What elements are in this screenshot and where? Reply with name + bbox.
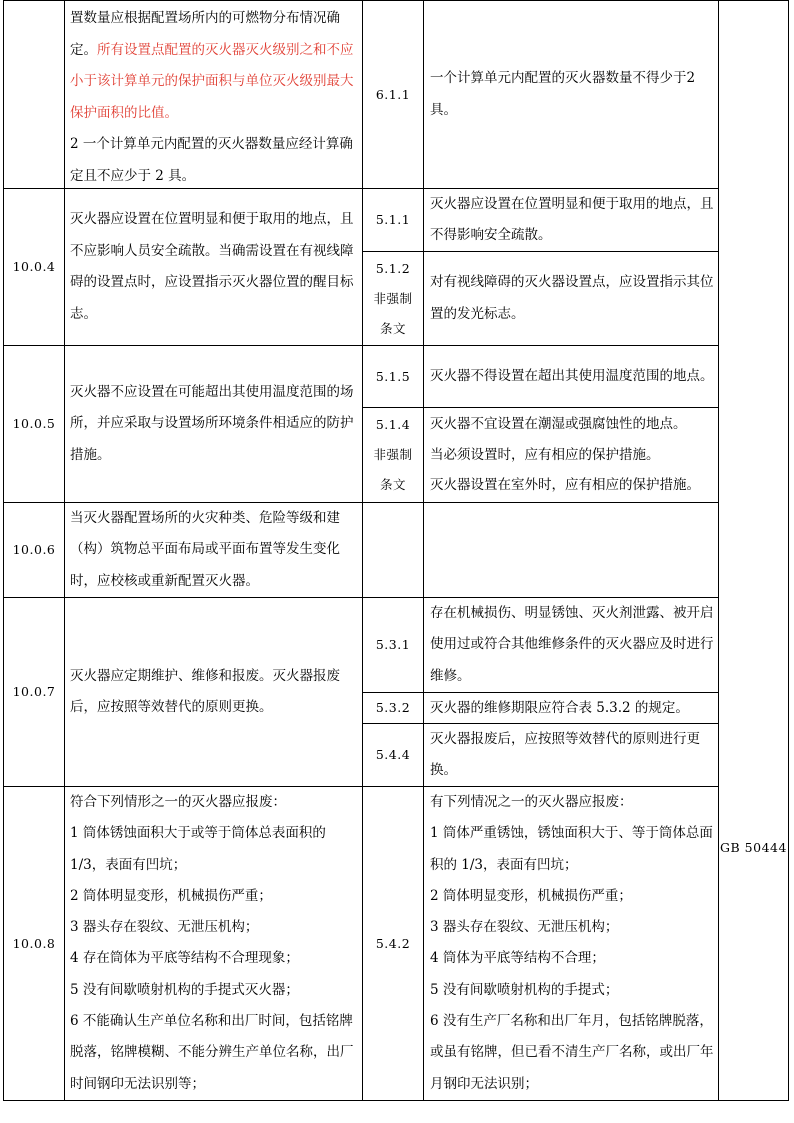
right-text-line: 4 筒体为平底等结构不合理；: [430, 950, 605, 967]
right-text-line: 1 筒体严重锈蚀，锈蚀面积大于、等于筒体总面积的 1/3，表面有凹坑；: [430, 825, 713, 873]
left-cell: [70, 787, 360, 1100]
left-cell: [70, 189, 358, 345]
right-text-line: 6 没有生产厂名称和出厂年月，包括铭牌脱落，或虽有铭牌，但已看不清生产厂名称，或出厂年月钢印无法识别；: [430, 1013, 714, 1092]
sub-code: 5.1.5: [375, 368, 411, 384]
left-cell: [70, 503, 358, 597]
left-text-line: 4 存在筒体为平底等结构不合理现象；: [70, 950, 299, 967]
clause-number: 10.0.8: [12, 935, 56, 951]
sub-code-group: [363, 252, 423, 345]
right-cell: [430, 189, 716, 251]
sub-code: 5.1.2: [375, 260, 411, 276]
col-divider-4: [718, 0, 719, 1101]
right-text: 灭火器报废后，应按照等效替代的原则进行更换。: [430, 730, 700, 778]
right-text-line: 有下列情况之一的灭火器应报废：: [430, 794, 633, 810]
left-cell-row1: [70, 3, 358, 192]
table-border-right: [788, 0, 789, 1101]
col-divider-1: [64, 0, 65, 1101]
right-cell: [430, 693, 718, 723]
right-cell: [430, 409, 718, 501]
right-text: 对有视线障碍的灭火器设置点，应设置指示其位置的发光标志。: [430, 274, 714, 322]
left-text-line: 6 不能确认生产单位名称和出厂时间，包括铭牌脱落，铭牌模糊、不能分辨生产单位名称，出厂时间钢印无法识别等；: [70, 1013, 354, 1092]
right-cell: [430, 598, 716, 692]
left-text-line: 5 没有间歇喷射机构的手提式灭火器；: [70, 981, 299, 998]
right-cell: [430, 724, 716, 786]
col-divider-3: [423, 0, 424, 1101]
right-text: 灭火器的维修期限应符合表 5.3.2 的规定。: [430, 700, 689, 716]
right-cell: [430, 1, 716, 188]
left-text: 灭火器应设置在位置明显和便于取用的地点，且不应影响人员安全疏散。当确需设置在有视线障碍的设置点时，应设置指示灭火器位置的醒目标志。: [70, 211, 354, 322]
sub-code: 6.1.1: [375, 86, 411, 102]
right-text-line: 5 没有间歇喷射机构的手提式；: [430, 981, 619, 998]
right-text-line: 灭火器设置在室外时，应有相应的保护措施。: [430, 477, 700, 493]
sub-code: 5.1.4: [375, 417, 411, 432]
left-text: 当灭火器配置场所的火灾种类、危险等级和建（构）筑物总平面布局或平面布置等发生变化时，应校核或重新配置灭火器。: [70, 509, 340, 589]
sub-code: 5.4.4: [375, 747, 411, 763]
right-text: 一个计算单元内配置的灭火器数量不得少于2 具。: [430, 70, 696, 118]
right-text-line: 3 器头存在裂纹、无泄压机构；: [430, 919, 619, 936]
right-cell: [430, 787, 716, 1100]
right-text: 存在机械损伤、明显锈蚀、灭火剂泄露、被开启使用过或符合其他维修条件的灭火器应及时进行维修。: [430, 604, 714, 684]
table-border-bottom: [3, 1100, 789, 1101]
left-text: 2 一个计算单元内配置的灭火器数量应经计算确定且不应少于 2 具。: [70, 136, 353, 184]
sub-code-group: [363, 408, 423, 502]
left-text-line: 符合下列情形之一的灭火器应报废：: [70, 794, 286, 810]
right-cell: [430, 252, 716, 345]
left-text: 灭火器应定期维护、维修和报废。灭火器报废后，应按照等效替代的原则更换。: [70, 667, 340, 715]
clause-number: 10.0.5: [12, 416, 56, 432]
left-text-line: 2 筒体明显变形，机械损伤严重；: [70, 887, 272, 904]
left-cell: [70, 598, 358, 786]
non-mandatory-note: 非强制条文: [373, 447, 413, 492]
left-text-line: 1 筒体锈蚀面积大于或等于筒体总表面积的1/3，表面有凹坑；: [70, 825, 326, 873]
standard-reference: GB 50444: [720, 840, 787, 856]
clause-number: 10.0.6: [12, 542, 56, 558]
left-text: 灭火器不应设置在可能超出其使用温度范围的场所，并应采取与设置场所环境条件相适应的防护措施。: [70, 383, 354, 463]
left-text-red: 所有设置点配置的灭火器灭火级别之和不应小于该计算单元的保护面积与单位灭火级别最大保护面积的比值。: [70, 41, 354, 121]
sub-code: 5.3.1: [375, 637, 411, 653]
right-text: 灭火器不得设置在超出其使用温度范围的地点。: [430, 367, 714, 384]
left-text-black: 置数量应根据配置场所内的可燃物分布情况确定。: [70, 10, 340, 58]
right-cell: [430, 346, 716, 407]
clause-number: 10.0.7: [12, 684, 56, 700]
right-text-line: 2 筒体明显变形，机械损伤严重；: [430, 887, 632, 904]
right-text-line: 灭火器不宜设置在潮湿或强腐蚀性的地点。: [430, 416, 687, 432]
sub-code: 5.1.1: [375, 212, 411, 228]
sub-code: 5.4.2: [375, 935, 411, 951]
sub-code: 5.3.2: [375, 700, 411, 716]
left-text-line: 3 器头存在裂纹、无泄压机构；: [70, 919, 259, 936]
non-mandatory-note: 非强制条文: [373, 290, 413, 336]
right-text-line: 当必须设置时，应有相应的保护措施。: [430, 446, 660, 463]
clause-number: 10.0.4: [12, 259, 56, 275]
right-text: 灭火器应设置在位置明显和便于取用的地点，且不得影响安全疏散。: [430, 195, 714, 243]
left-cell: [70, 346, 358, 502]
